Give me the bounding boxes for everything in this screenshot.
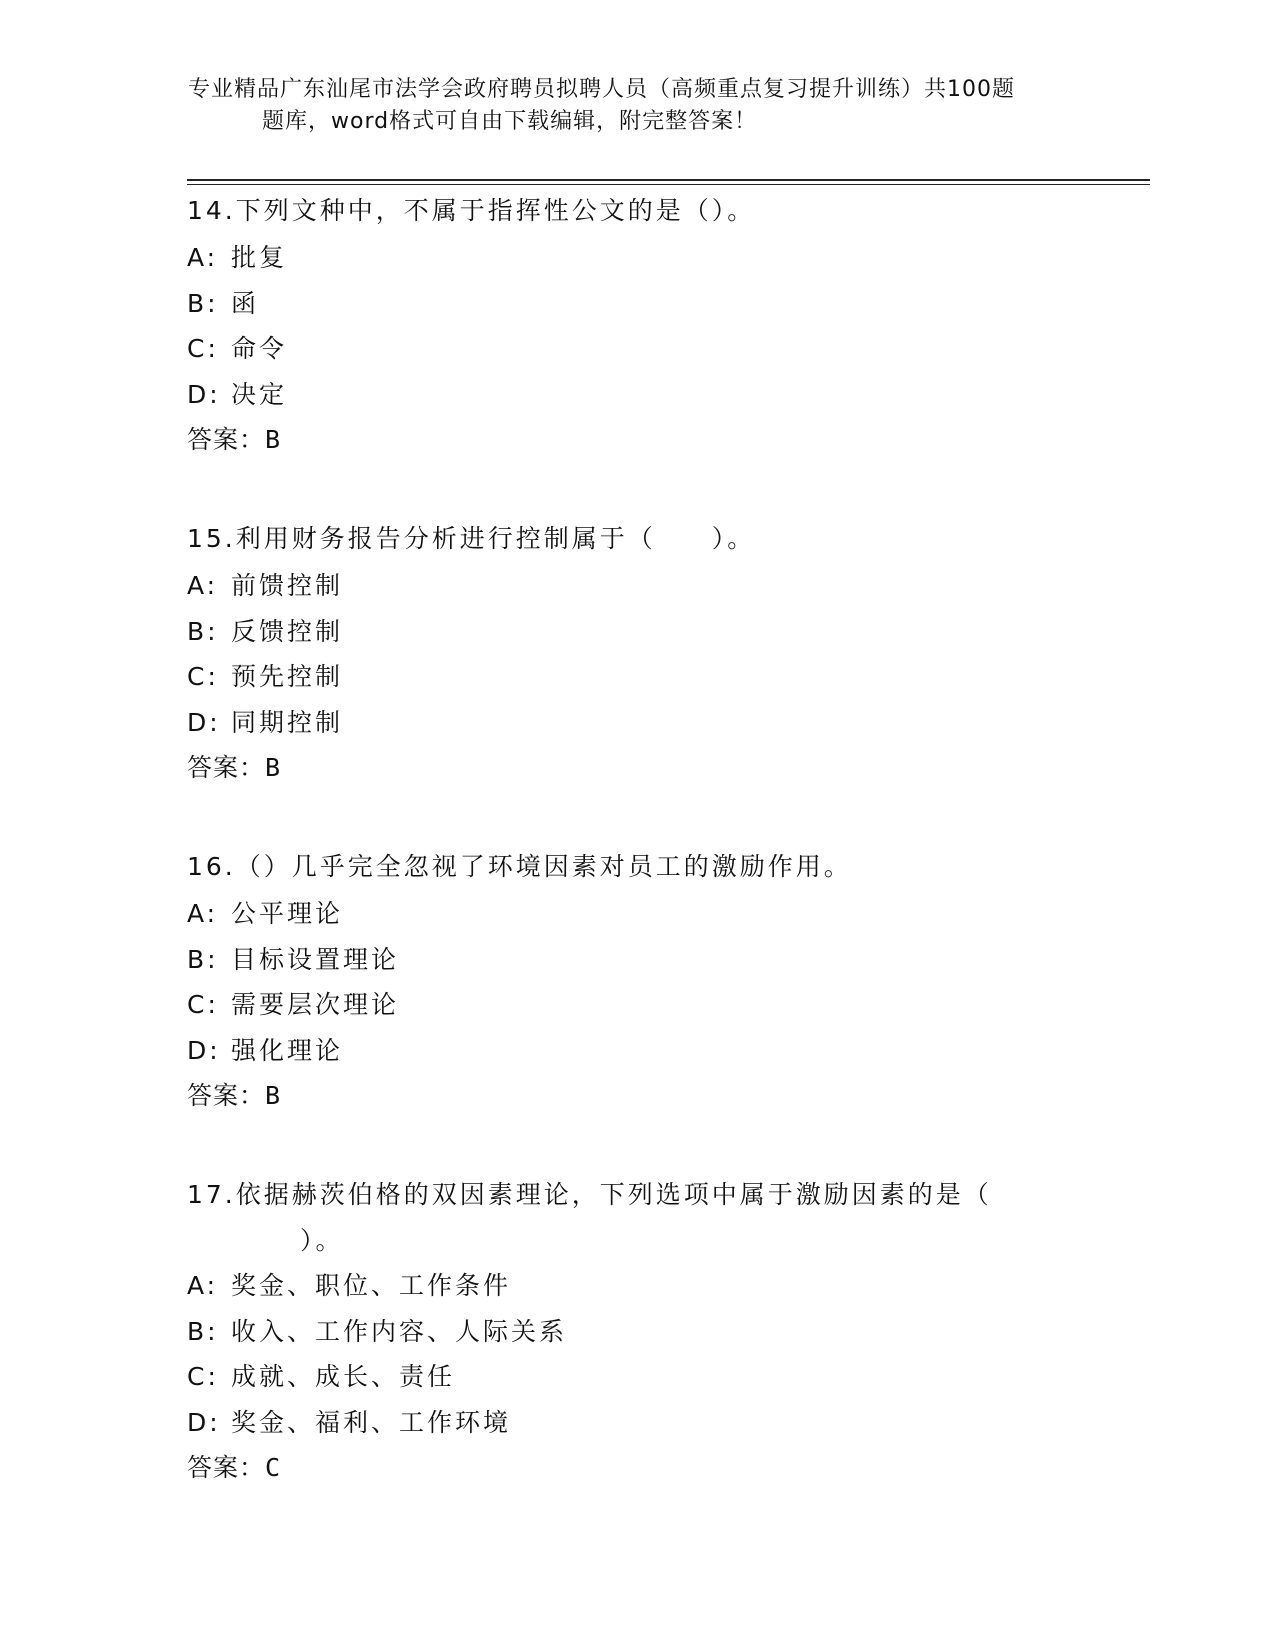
question-stem: 14.下列文种中，不属于指挥性公文的是（）。	[187, 196, 756, 225]
option-c	[187, 982, 1117, 1028]
question-list	[187, 187, 1117, 1543]
option-c	[187, 654, 1117, 700]
option-d	[187, 1400, 1117, 1446]
question-stem-continuation: ）。	[300, 1226, 344, 1255]
option-key: B:	[187, 1316, 219, 1346]
option-text: 奖金、职位、工作条件	[231, 1271, 512, 1300]
answer-line	[187, 417, 1117, 463]
option-key: B:	[187, 616, 219, 646]
header-title-line1: 专业精品广东汕尾市法学会政府聘员拟聘人员（高频重点复习提升训练）共100题	[188, 77, 1015, 102]
answer-value: B	[265, 1081, 282, 1110]
option-key: D:	[187, 1035, 221, 1065]
option-a	[187, 891, 1117, 937]
question-16	[187, 843, 1117, 1119]
option-text: 决定	[231, 379, 288, 409]
question-17	[187, 1171, 1117, 1491]
answer-label: 答案：	[187, 1453, 266, 1482]
option-b	[187, 937, 1117, 983]
option-key: A:	[187, 243, 219, 272]
answer-label: 答案：	[187, 1081, 266, 1110]
answer-value: B	[265, 753, 282, 782]
option-a	[187, 1263, 1117, 1309]
option-text: 强化理论	[231, 1035, 344, 1065]
option-key: A:	[187, 571, 219, 600]
answer-value: C	[265, 1453, 282, 1482]
question-stem: 15.利用财务报告分析进行控制属于（ ）。	[187, 524, 756, 553]
option-text: 公平理论	[231, 899, 344, 928]
option-text: 命令	[231, 334, 288, 363]
option-a	[187, 235, 1117, 281]
answer-value: B	[265, 425, 282, 454]
header-title-line2: 题库，word格式可自由下载编辑，附完整答案！	[262, 109, 758, 134]
option-key: B:	[187, 288, 219, 318]
answer-line	[187, 1073, 1117, 1119]
option-text: 成就、成长、责任	[231, 1362, 456, 1391]
answer-line	[187, 1445, 1117, 1491]
option-text: 目标设置理论	[231, 944, 400, 974]
option-text: 奖金、福利、工作环境	[231, 1407, 512, 1437]
option-b	[187, 609, 1117, 655]
document-header	[188, 74, 1088, 138]
option-d	[187, 372, 1117, 418]
option-text: 反馈控制	[231, 616, 344, 646]
option-d	[187, 1028, 1117, 1074]
option-text: 同期控制	[231, 707, 344, 737]
option-key: D:	[187, 379, 221, 409]
option-key: D:	[187, 1407, 221, 1437]
option-text: 批复	[231, 243, 288, 272]
option-c	[187, 326, 1117, 372]
option-text: 前馈控制	[231, 571, 344, 600]
answer-label: 答案：	[187, 753, 266, 782]
option-text: 预先控制	[231, 662, 344, 691]
option-d	[187, 700, 1117, 746]
option-b	[187, 281, 1117, 327]
option-a	[187, 563, 1117, 609]
option-key: D:	[187, 707, 221, 737]
answer-label: 答案：	[187, 425, 266, 454]
question-14	[187, 187, 1117, 463]
option-text: 需要层次理论	[231, 990, 400, 1019]
option-key: C:	[187, 990, 219, 1019]
option-b	[187, 1309, 1117, 1355]
option-key: C:	[187, 1362, 219, 1391]
header-divider-thin	[187, 184, 1150, 185]
option-key: B:	[187, 944, 219, 974]
question-stem: 17.依据赫茨伯格的双因素理论，下列选项中属于激励因素的是（ ）。	[187, 1171, 1117, 1263]
question-stem: 16.（）几乎完全忽视了环境因素对员工的激励作用。	[187, 852, 852, 881]
header-divider-thick	[187, 179, 1150, 181]
option-key: C:	[187, 334, 219, 363]
option-text: 函	[231, 288, 260, 318]
answer-line	[187, 745, 1117, 791]
question-15	[187, 515, 1117, 791]
option-key: C:	[187, 662, 219, 691]
option-key: A:	[187, 899, 219, 928]
option-text: 收入、工作内容、人际关系	[231, 1316, 568, 1346]
option-key: A:	[187, 1271, 219, 1300]
option-c	[187, 1354, 1117, 1400]
